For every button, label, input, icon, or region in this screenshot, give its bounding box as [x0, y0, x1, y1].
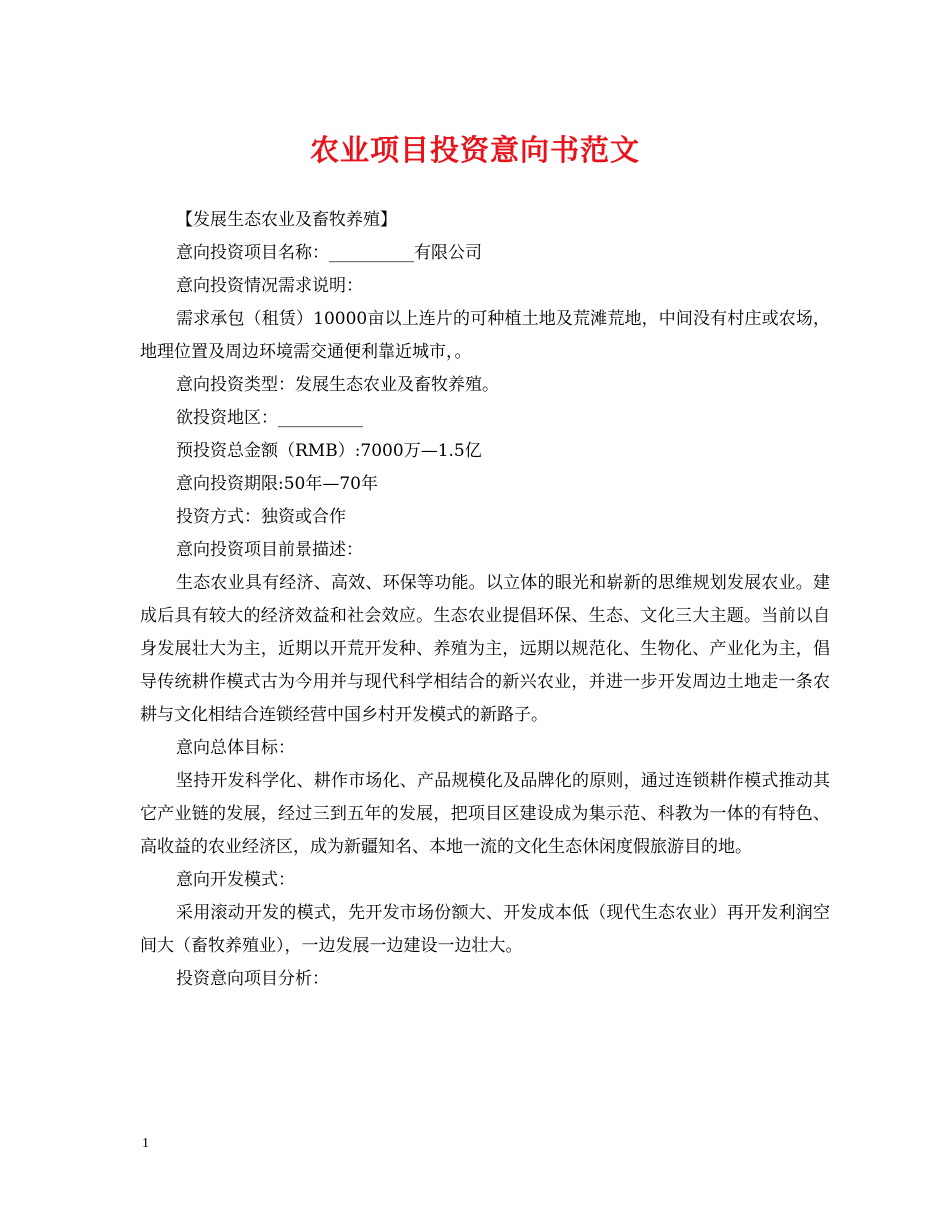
investment-term-line: 意向投资期限:50年—70年 [176, 474, 378, 494]
page-number: 1 [142, 1136, 149, 1151]
goal-paragraph: 坚持开发科学化、耕作市场化、产品规模化及品牌化的原则，通过连锁耕作模式推动其它产业链的发展，经过三到五年的发展，把项目区建设成为集示范、科教为一体的有特色、高收益的农业经济区，成为新疆知名、本地一流的文化生态休闲度假旅游目的地。 [140, 771, 830, 857]
requirement-heading: 意向投资情况需求说明： [176, 276, 363, 296]
document-body [140, 204, 830, 996]
development-mode-heading: 意向开发模式： [176, 870, 295, 890]
project-name-line: 意向投资项目名称：__________有限公司 [176, 243, 482, 263]
document-title: 农业项目投资意向书范文 [309, 133, 640, 167]
prospect-paragraph: 生态农业具有经济、高效、环保等功能。以立体的眼光和崭新的思维规划发展农业。建成后具有较大的经济效益和社会效应。生态农业提倡环保、生态、文化三大主题。当前以自身发展壮大为主，近期以开荒开发种、养殖为主，远期以规范化、生物化、产业化为主，倡导传统耕作模式古为今用并与现代科学相结合的新兴农业，并进一步开发周边土地走一条农耕与文化相结合连锁经营中国乡村开发模式的新路子。 [140, 573, 830, 725]
prospect-heading: 意向投资项目前景描述： [176, 540, 363, 560]
investment-region-line: 欲投资地区：__________ [176, 408, 363, 428]
section-heading-ecology: 【发展生态农业及畜牧养殖】 [176, 210, 397, 230]
investment-amount-line: 预投资总金额（RMB）:7000万—1.5亿 [176, 441, 482, 461]
analysis-heading: 投资意向项目分析： [176, 969, 329, 989]
requirement-paragraph: 需求承包（租赁）10000亩以上连片的可种植土地及荒滩荒地，中间没有村庄或农场，地理位置及周边环境需交通便利靠近城市，。 [140, 309, 830, 362]
investment-method-line: 投资方式：独资或合作 [176, 507, 346, 527]
goal-heading: 意向总体目标： [176, 738, 295, 758]
investment-type-line: 意向投资类型：发展生态农业及畜牧养殖。 [176, 375, 499, 395]
development-mode-paragraph: 采用滚动开发的模式，先开发市场份额大、开发成本低（现代生态农业）再开发利润空间大（畜牧养殖业），一边发展一边建设一边壮大。 [140, 903, 830, 956]
